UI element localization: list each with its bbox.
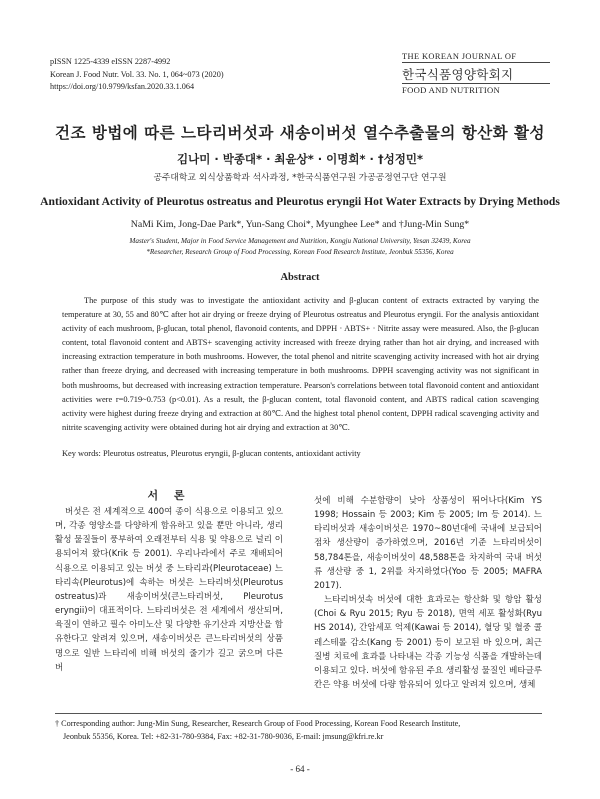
journal-logo [402, 52, 550, 95]
page-number: - 64 - [290, 764, 310, 774]
affiliation-english [0, 236, 600, 258]
title-korean: 건조 방법에 따른 느타리버섯과 새송이버섯 열수추출물의 항산화 활성 [55, 124, 545, 142]
abstract-heading: Abstract [280, 272, 320, 283]
authors-english: NaMi Kim, Jong-Dae Park*, Yun-Sang Choi*, Myunghee Lee* and †Jung-Min Sung* [130, 219, 470, 230]
section-heading-introduction: 서 론 [147, 489, 191, 502]
corresponding-author-footnote [55, 717, 542, 743]
intro-paragraph-2: 느타리버섯속 버섯에 대한 효과로는 항산화 및 항암 활성(Choi & Ryu 2015; Ryu 등 2018), 면역 세포 활성화(Ryu HS 2014), 간암세포 억제(Kawai 등 2014), 혈당 및 혈중 콜레스테롤 감소(Kang 등 2001) 등이 보고된 바 있으며, 최근 질병 치료에 효과를 나타내는 각종 기능성 식품을 개발하는데 이용되고 있다. 버섯에 함유된 주요 생리활성 물질인 베타글루칸은 약용 버섯에 다량 함유되어 있다고 알려져 있으며, 생체 [314, 595, 542, 691]
journal-header-left [50, 56, 224, 94]
body-column-left [55, 505, 283, 675]
footnote-line-1: † Corresponding author: Jung-Min Sung, Researcher, Research Group of Food Processing, Korean Food Research Institute, [55, 719, 461, 728]
footnote-divider [55, 713, 542, 714]
issn-line: pISSN 1225-4339 eISSN 2287-4992 [50, 57, 171, 66]
affiliation-en-1: Master's Student, Major in Food Service Management and Nutrition, Kongju National University, Yesan 32439, Korea [129, 237, 471, 245]
intro-paragraph-1-cont: 섯에 비해 수분함량이 낮아 상품성이 뛰어나다(Kim YS 1998; Hossain 등 2003; Kim 등 2005; Im 등 2014). 느타리버섯과 새송이버섯은 1970~80년대에 국내에 보급되어 점차 생산량이 증가하였으며, 2016년 기준 느타리버섯이 58,784톤을, 새송이버섯이 48,588톤을 차지하여 국내 버섯류 생산량 중 1, 2위를 차지하였다(Yoo 등 2005; MAFRA 2017). [314, 496, 542, 591]
authors-korean: 김나미 · 박종대* · 최윤상* · 이명희* · †성정민* [177, 152, 423, 166]
footnote-line-2: Jeonbuk 55356, Korea. Tel: +82-31-780-9384, Fax: +82-31-780-9036, E-mail: jmsung@kfri.re.kr [63, 732, 384, 741]
journal-name-en-top: THE KOREAN JOURNAL OF [402, 52, 550, 63]
abstract-body: The purpose of this study was to investigate the antioxidant activity and β-glucan content of extracts extracted by varying the temperature at 30, 55 and 80℃ after hot air drying or freeze drying of Pleurotus ostreatus and Pleurotus eryngii. For the analysis antioxidant activity of each mushroom, β-glucan, total phenol, flavonoid contents, and DPPH · ABTS+ · Nitrite assay were measured. Also, the β-glucan content, total flavonoid content and ABTS+ scavenging activity increased with freeze drying rather than hot air drying, and increased with increasing extraction temperature in both mushrooms. However, the total phenol and nitrite scavenging activity increased with hot air drying rather than freeze drying, and decreased with increasing temperature in both mushrooms. DPPH scavenging activity was not significant in both mushrooms, but decreased with increasing extraction temperature. Pearson's correlations between total flavonoid content and antioxidant activities were r=0.719~0.753 (p<0.01). As a result, the β-glucan content, total flavonoid content, and ABTS radical cation scavenging activity were highest during freeze drying and extraction at 80℃. And the highest total phenol content, DPPH radical scavenging activity and nitrite scavenging activity were obtained during hot air drying and extraction at 30℃. [62, 296, 539, 432]
journal-citation: Korean J. Food Nutr. Vol. 33. No. 1, 064~073 (2020) [50, 69, 224, 79]
journal-name-ko: 한국식품영양학회지 [402, 67, 514, 82]
title-english: Antioxidant Activity of Pleurotus ostreatus and Pleurotus eryngii Hot Water Extracts by Drying Methods [40, 195, 560, 208]
affiliation-korean: 공주대학교 외식상품학과 석사과정, *한국식품연구원 가공공정연구단 연구원 [153, 173, 447, 183]
doi-link[interactable]: https://doi.org/10.9799/ksfan.2020.33.1.064 [50, 82, 195, 91]
intro-paragraph-1: 버섯은 전 세계적으로 400여 종이 식용으로 이용되고 있으며, 각종 영양소를 다양하게 함유하고 있을 뿐만 아니라, 생리활성 물질들이 풍부하여 오래전부터 식용 및 약용으로 널리 이용되어져 왔다(Krik 등 2001). 우리나라에서 주로 재배되어 식용으로 이용되고 있는 버섯 중 느타리과(Pleurotaceae) 느타리속(Pleurotus)에 속하는 버섯은 느타리버섯(Pleurotus ostreatus)과 새송이버섯(큰느타리버섯, Pleurotus eryngii)이 대표적이다. 느타리버섯은 전 세계에서 생산되며, 육질이 연하고 필수 아미노산 및 다양한 유기산과 지방산을 함유한다고 알려져 있으며, 새송이버섯은 큰느타리버섯의 상품명으로 일반 느타리에 비해 버섯의 줄기가 길고 굵으며 다른 버 [55, 507, 283, 673]
keywords: Key words: Pleurotus ostreatus, Pleurotus eryngii, β-glucan contents, antioxidant activity [62, 449, 361, 458]
journal-name-en-bottom: FOOD AND NUTRITION [402, 83, 550, 95]
body-column-right [314, 494, 542, 692]
affiliation-en-2: *Researcher, Research Group of Food Processing, Korean Food Research Institute, Jeonbuk 55356, Korea [146, 248, 454, 256]
